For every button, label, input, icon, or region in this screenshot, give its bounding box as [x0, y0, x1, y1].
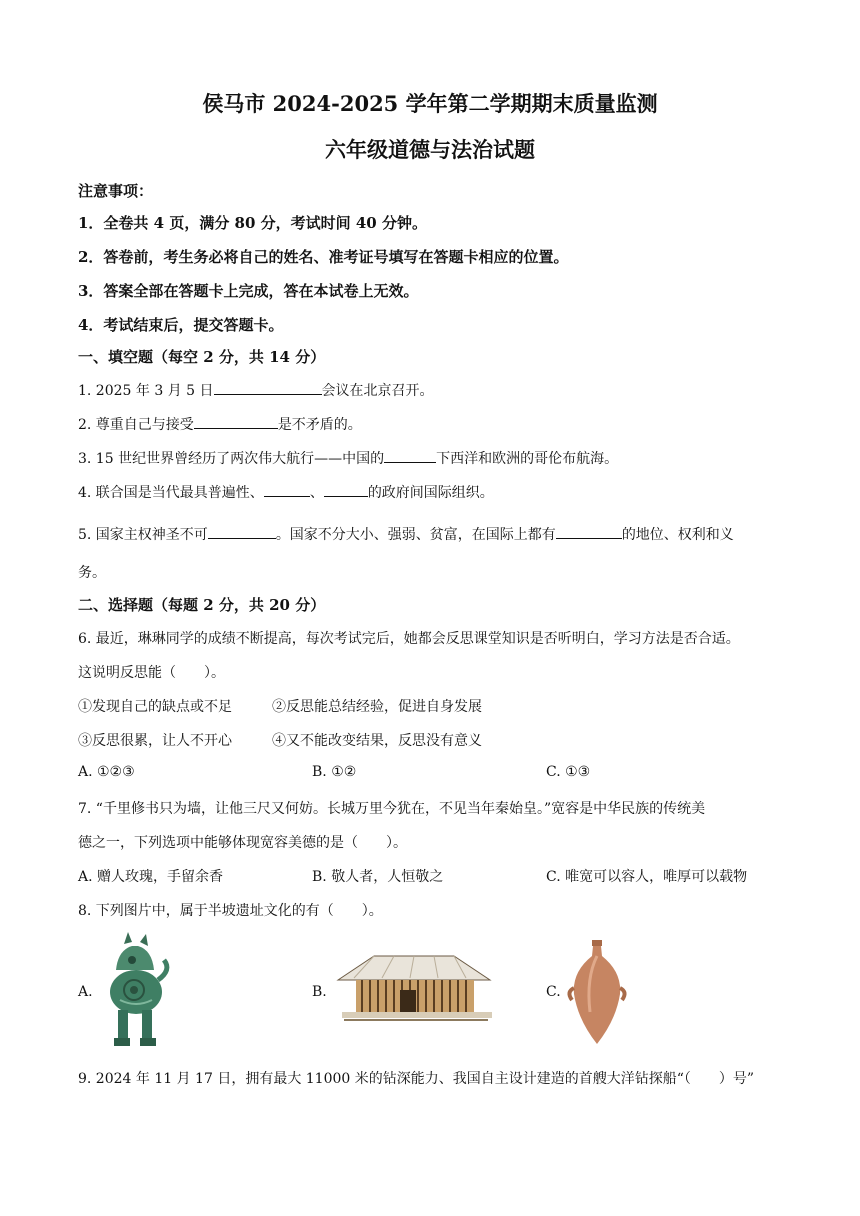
- answer-blank: [194, 414, 278, 429]
- answer-blank: [208, 524, 276, 539]
- statement-2: ②反思能总结经验，促进自身发展: [272, 699, 482, 715]
- statement-4: ④又不能改变结果，反思没有意义: [272, 733, 482, 749]
- section-heading-multiple-choice: 二、选择题（每题 2 分，共 20 分）: [78, 596, 326, 614]
- question-text: 2. 尊重自己与接受: [78, 417, 194, 433]
- option-c: C. 唯宽可以容人，唯厚可以载物: [546, 869, 748, 885]
- option-a-label: A.: [78, 984, 93, 1000]
- statement-3: ③反思很累，让人不开心: [78, 733, 232, 749]
- page-subtitle: 六年级道德与法治试题: [325, 137, 535, 162]
- question-1: [78, 380, 434, 400]
- question-4: [78, 482, 494, 502]
- question-7-line-2: 德之一，下列选项中能够体现宽容美德的是（ ）。: [78, 835, 407, 851]
- question-text: 的地位、权利和义: [621, 527, 734, 543]
- option-b-label: B.: [312, 984, 327, 1000]
- answer-blank: [264, 482, 310, 497]
- notice-item: 1．全卷共 4 页，满分 80 分，考试时间 40 分钟。: [78, 214, 427, 232]
- pottery-bottle-image: [566, 938, 628, 1048]
- answer-blank: [384, 448, 436, 463]
- bronze-vessel-image: [98, 930, 172, 1050]
- question-text: 、: [309, 485, 324, 501]
- question-text: 的政府间国际组织。: [367, 485, 494, 501]
- question-6-line-2: 这说明反思能（ ）。: [78, 665, 225, 681]
- question-5: [78, 524, 734, 544]
- answer-blank: [556, 524, 622, 539]
- question-text: 4. 联合国是当代最具普遍性、: [78, 485, 264, 501]
- question-text: 会议在北京召开。: [321, 383, 434, 399]
- question-9-line-1: 9. 2024 年 11 月 17 日，拥有最大 11000 米的钻深能力、我国自主设计建造的首艘大洋钻探船“（ ）号”: [78, 1071, 755, 1087]
- section-heading-fill-in: 一、填空题（每空 2 分，共 14 分）: [78, 348, 326, 366]
- ancient-hut-image: [334, 950, 494, 1026]
- page-title: 侯马市 2024-2025 学年第二学期期末质量监测: [202, 91, 658, 116]
- option-c: C. ①③: [546, 764, 591, 780]
- question-text: 1. 2025 年 3 月 5 日: [78, 383, 214, 399]
- answer-blank: [214, 380, 322, 395]
- notice-item: 2．答卷前，考生务必将自己的姓名、准考证号填写在答题卡相应的位置。: [78, 248, 569, 266]
- question-text: 。国家不分大小、强弱、贫富，在国际上都有: [275, 527, 556, 543]
- question-8-line-1: 8. 下列图片中，属于半坡遗址文化的有（ ）。: [78, 903, 383, 919]
- option-b: B. 敬人者，人恒敬之: [312, 869, 444, 885]
- question-2: [78, 414, 362, 434]
- question-6-line-1: 6. 最近，琳琳同学的成绩不断提高，每次考试完后，她都会反思课堂知识是否听明白，学习方法是否合适。: [78, 631, 740, 647]
- question-text: 3. 15 世纪世界曾经历了两次伟大航行——中国的: [78, 451, 385, 467]
- option-b: B. ①②: [312, 764, 357, 780]
- notice-heading: 注意事项：: [78, 182, 154, 200]
- option-a: A. ①②③: [78, 764, 135, 780]
- answer-blank: [324, 482, 368, 497]
- question-text: 是不矛盾的。: [277, 417, 362, 433]
- question-text: 5. 国家主权神圣不可: [78, 527, 208, 543]
- notice-item: 4．考试结束后，提交答题卡。: [78, 316, 284, 334]
- question-7-line-1: 7. “千里修书只为墙，让他三尺又何妨。长城万里今犹在，不见当年秦始皇。”宽容是中华民族的传统美: [78, 801, 706, 817]
- option-a: A. 赠人玫瑰，手留余香: [78, 869, 224, 885]
- question-text: 下西洋和欧洲的哥伦布航海。: [436, 451, 619, 467]
- notice-item: 3．答案全部在答题卡上完成，答在本试卷上无效。: [78, 282, 419, 300]
- option-c-label: C.: [546, 984, 561, 1000]
- statement-1: ①发现自己的缺点或不足: [78, 699, 232, 715]
- question-5-continued: 务。: [78, 565, 106, 581]
- question-3: [78, 448, 618, 468]
